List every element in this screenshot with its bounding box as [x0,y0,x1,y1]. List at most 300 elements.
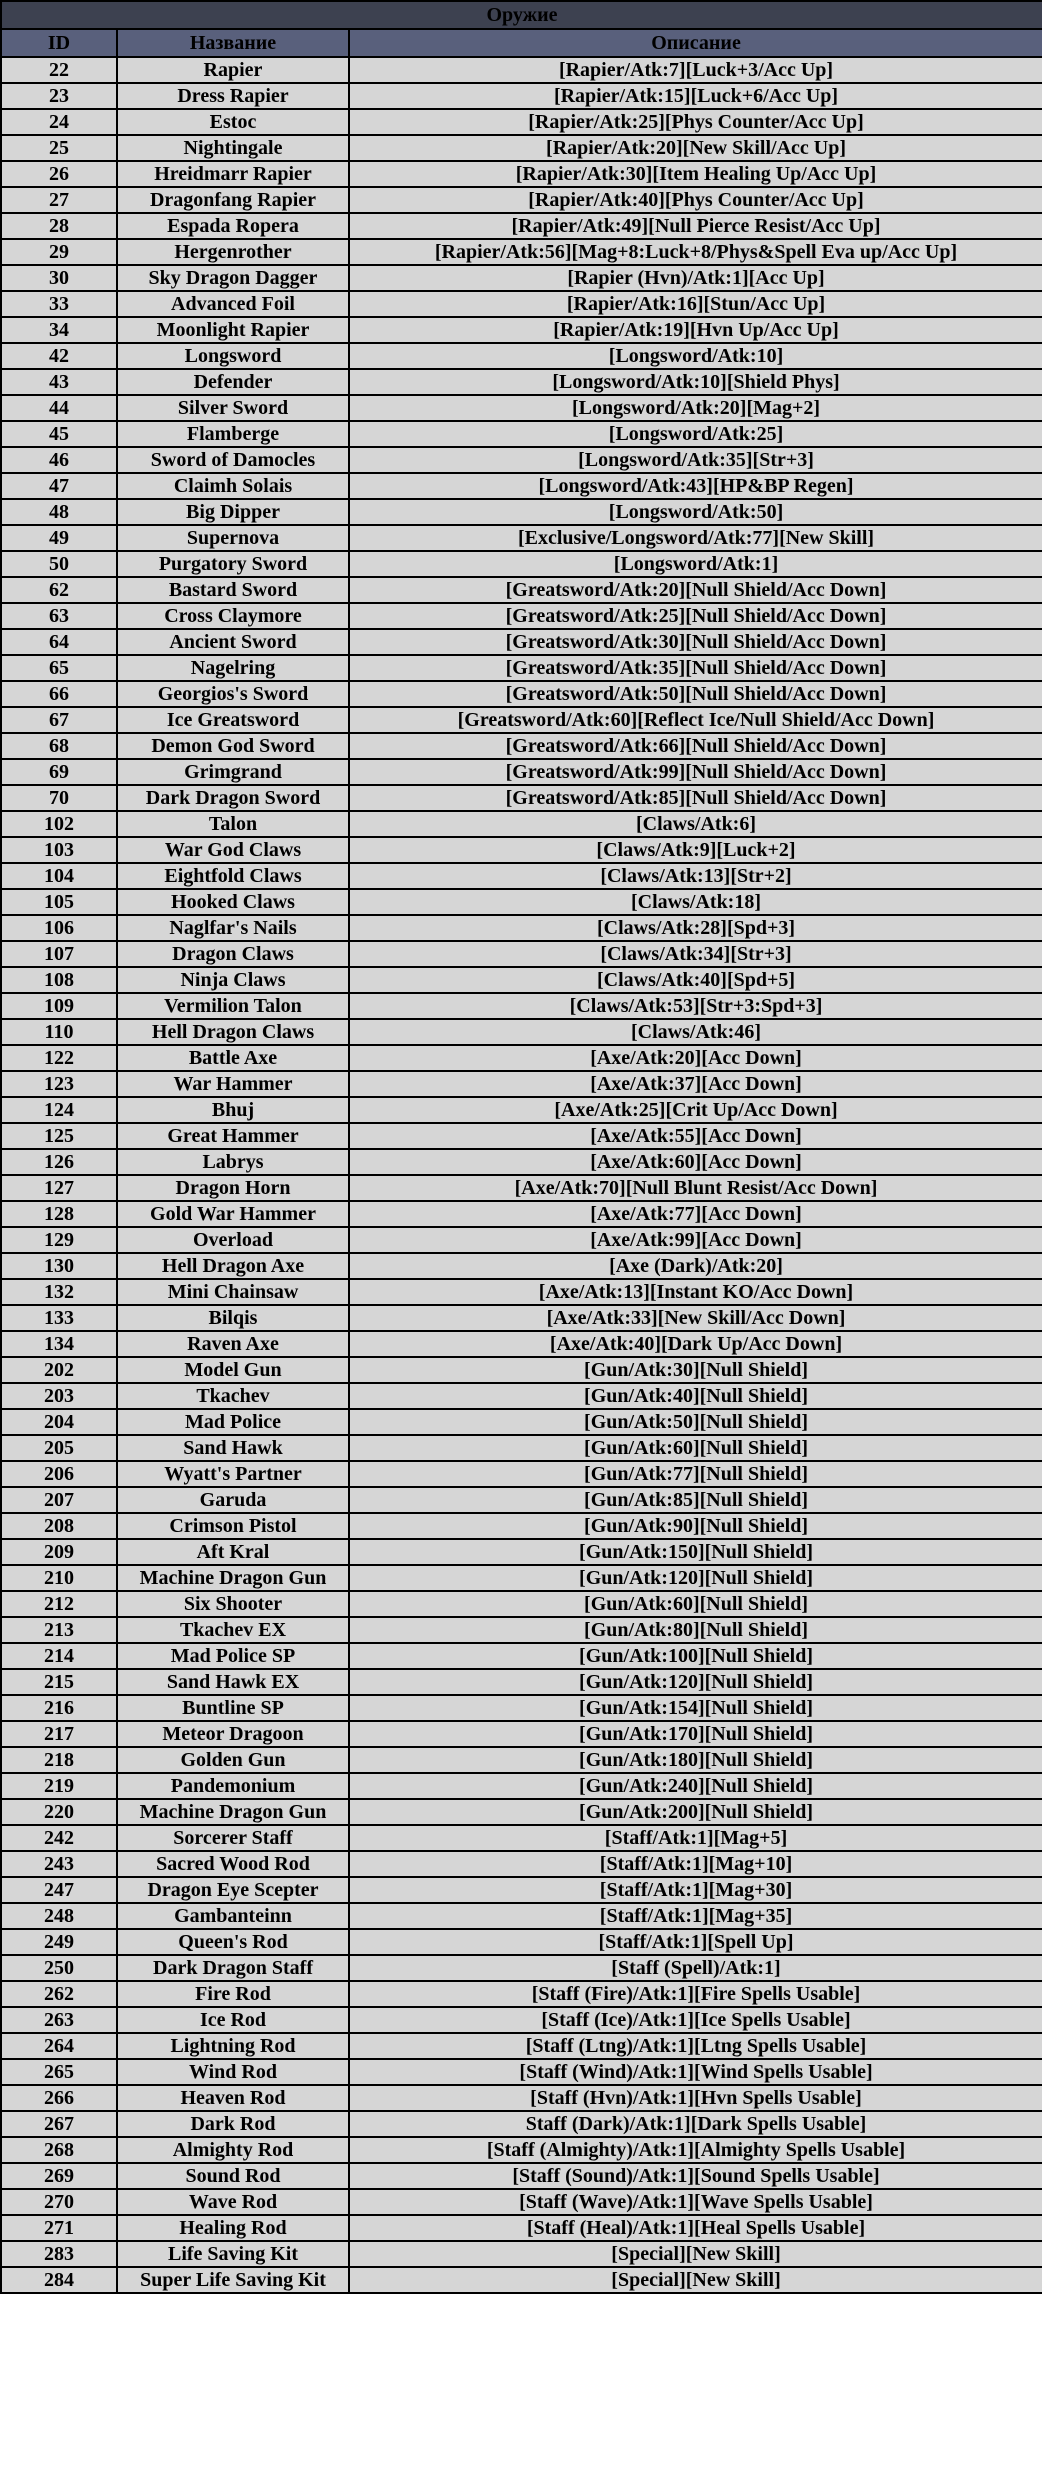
cell-id: 47 [1,473,117,499]
cell-description: [Claws/Atk:46] [349,1019,1042,1045]
cell-description: [Staff/Atk:1][Mag+30] [349,1877,1042,1903]
cell-id: 265 [1,2059,117,2085]
cell-name: Tkachev [117,1383,349,1409]
cell-id: 250 [1,1955,117,1981]
cell-name: Georgios's Sword [117,681,349,707]
cell-description: [Gun/Atk:80][Null Shield] [349,1617,1042,1643]
cell-description: [Greatsword/Atk:50][Null Shield/Acc Down] [349,681,1042,707]
cell-name: Golden Gun [117,1747,349,1773]
cell-name: Gambanteinn [117,1903,349,1929]
cell-description: [Gun/Atk:40][Null Shield] [349,1383,1042,1409]
cell-name: Meteor Dragoon [117,1721,349,1747]
table-row [1,2059,1042,2085]
cell-id: 220 [1,1799,117,1825]
cell-name: Bastard Sword [117,577,349,603]
cell-name: Sound Rod [117,2163,349,2189]
cell-description: [Rapier/Atk:7][Luck+3/Acc Up] [349,57,1042,83]
table-row [1,1357,1042,1383]
cell-id: 108 [1,967,117,993]
cell-description: [Rapier/Atk:40][Phys Counter/Acc Up] [349,187,1042,213]
table-row [1,1773,1042,1799]
table-row [1,2137,1042,2163]
table-row [1,707,1042,733]
table-row [1,1851,1042,1877]
table-row [1,837,1042,863]
table-row [1,1981,1042,2007]
cell-name: Sky Dragon Dagger [117,265,349,291]
cell-id: 206 [1,1461,117,1487]
cell-description: [Staff (Almighty)/Atk:1][Almighty Spells Usable] [349,2137,1042,2163]
table-row [1,1591,1042,1617]
cell-description: [Rapier/Atk:30][Item Healing Up/Acc Up] [349,161,1042,187]
cell-description: [Claws/Atk:6] [349,811,1042,837]
cell-id: 262 [1,1981,117,2007]
cell-id: 26 [1,161,117,187]
table-row [1,213,1042,239]
cell-id: 46 [1,447,117,473]
cell-name: Machine Dragon Gun [117,1799,349,1825]
cell-id: 216 [1,1695,117,1721]
cell-description: [Axe/Atk:25][Crit Up/Acc Down] [349,1097,1042,1123]
cell-name: Model Gun [117,1357,349,1383]
cell-id: 27 [1,187,117,213]
cell-id: 28 [1,213,117,239]
cell-description: [Greatsword/Atk:85][Null Shield/Acc Down] [349,785,1042,811]
table-row [1,993,1042,1019]
cell-name: Life Saving Kit [117,2241,349,2267]
cell-description: [Greatsword/Atk:99][Null Shield/Acc Down] [349,759,1042,785]
cell-description: [Staff (Ltng)/Atk:1][Ltng Spells Usable] [349,2033,1042,2059]
table-row [1,915,1042,941]
cell-name: Demon God Sword [117,733,349,759]
cell-description: [Claws/Atk:34][Str+3] [349,941,1042,967]
cell-id: 268 [1,2137,117,2163]
cell-id: 109 [1,993,117,1019]
cell-description: [Exclusive/Longsword/Atk:77][New Skill] [349,525,1042,551]
table-row [1,1331,1042,1357]
table-row [1,343,1042,369]
cell-name: Cross Claymore [117,603,349,629]
cell-description: [Gun/Atk:120][Null Shield] [349,1565,1042,1591]
cell-id: 264 [1,2033,117,2059]
cell-id: 248 [1,1903,117,1929]
cell-description: [Gun/Atk:120][Null Shield] [349,1669,1042,1695]
cell-id: 132 [1,1279,117,1305]
cell-name: Bhuj [117,1097,349,1123]
cell-name: Super Life Saving Kit [117,2267,349,2293]
cell-id: 24 [1,109,117,135]
cell-name: Mad Police SP [117,1643,349,1669]
table-row [1,525,1042,551]
cell-description: [Gun/Atk:150][Null Shield] [349,1539,1042,1565]
cell-name: Healing Rod [117,2215,349,2241]
table-row [1,941,1042,967]
table-row [1,1383,1042,1409]
cell-id: 103 [1,837,117,863]
cell-id: 249 [1,1929,117,1955]
cell-description: [Longsword/Atk:50] [349,499,1042,525]
cell-description: [Rapier/Atk:16][Stun/Acc Up] [349,291,1042,317]
cell-name: Pandemonium [117,1773,349,1799]
cell-id: 130 [1,1253,117,1279]
cell-name: Dark Dragon Sword [117,785,349,811]
cell-name: Raven Axe [117,1331,349,1357]
cell-name: Ancient Sword [117,629,349,655]
cell-id: 134 [1,1331,117,1357]
cell-description: [Greatsword/Atk:30][Null Shield/Acc Down] [349,629,1042,655]
cell-description: [Claws/Atk:18] [349,889,1042,915]
cell-description: [Staff (Wave)/Atk:1][Wave Spells Usable] [349,2189,1042,2215]
cell-id: 204 [1,1409,117,1435]
table-row [1,2085,1042,2111]
cell-description: [Special][New Skill] [349,2241,1042,2267]
cell-description: [Axe/Atk:70][Null Blunt Resist/Acc Down] [349,1175,1042,1201]
cell-name: Dragon Claws [117,941,349,967]
cell-description: [Rapier/Atk:15][Luck+6/Acc Up] [349,83,1042,109]
cell-description: [Rapier/Atk:20][New Skill/Acc Up] [349,135,1042,161]
table-row [1,1669,1042,1695]
table-row [1,2163,1042,2189]
cell-name: Sand Hawk [117,1435,349,1461]
table-row [1,1617,1042,1643]
cell-description: [Axe/Atk:60][Acc Down] [349,1149,1042,1175]
table-row [1,1487,1042,1513]
table-row [1,785,1042,811]
table-row [1,239,1042,265]
table-row [1,733,1042,759]
cell-name: Defender [117,369,349,395]
table-row [1,1929,1042,1955]
cell-description: [Gun/Atk:90][Null Shield] [349,1513,1042,1539]
cell-id: 243 [1,1851,117,1877]
cell-id: 43 [1,369,117,395]
cell-name: Sword of Damocles [117,447,349,473]
cell-description: [Gun/Atk:77][Null Shield] [349,1461,1042,1487]
cell-description: Staff (Dark)/Atk:1][Dark Spells Usable] [349,2111,1042,2137]
table-row [1,811,1042,837]
table-row [1,135,1042,161]
cell-name: Vermilion Talon [117,993,349,1019]
cell-name: Ice Greatsword [117,707,349,733]
cell-name: Grimgrand [117,759,349,785]
cell-description: [Longsword/Atk:43][HP&BP Regen] [349,473,1042,499]
cell-name: Garuda [117,1487,349,1513]
table-row [1,2189,1042,2215]
cell-description: [Gun/Atk:170][Null Shield] [349,1721,1042,1747]
table-row [1,681,1042,707]
table-row [1,1799,1042,1825]
cell-description: [Greatsword/Atk:60][Reflect Ice/Null Shield/Acc Down] [349,707,1042,733]
cell-description: [Longsword/Atk:1] [349,551,1042,577]
cell-id: 213 [1,1617,117,1643]
cell-name: Flamberge [117,421,349,447]
cell-description: [Staff (Spell)/Atk:1] [349,1955,1042,1981]
cell-description: [Axe/Atk:77][Acc Down] [349,1201,1042,1227]
cell-name: Dark Rod [117,2111,349,2137]
header-row [1,29,1042,57]
table-row [1,1825,1042,1851]
cell-name: Dragonfang Rapier [117,187,349,213]
cell-id: 23 [1,83,117,109]
table-row [1,499,1042,525]
cell-name: Tkachev EX [117,1617,349,1643]
cell-name: Sand Hawk EX [117,1669,349,1695]
cell-name: Estoc [117,109,349,135]
cell-description: [Staff (Wind)/Atk:1][Wind Spells Usable] [349,2059,1042,2085]
cell-name: Hooked Claws [117,889,349,915]
cell-id: 218 [1,1747,117,1773]
cell-name: Advanced Foil [117,291,349,317]
table-row [1,1955,1042,1981]
table-row [1,1279,1042,1305]
cell-description: [Greatsword/Atk:25][Null Shield/Acc Down] [349,603,1042,629]
table-row [1,1045,1042,1071]
table-row [1,889,1042,915]
table-row [1,265,1042,291]
table-row [1,2007,1042,2033]
cell-description: [Gun/Atk:50][Null Shield] [349,1409,1042,1435]
table-row [1,967,1042,993]
cell-id: 62 [1,577,117,603]
cell-id: 126 [1,1149,117,1175]
cell-name: Bilqis [117,1305,349,1331]
cell-description: [Axe/Atk:40][Dark Up/Acc Down] [349,1331,1042,1357]
cell-description: [Gun/Atk:154][Null Shield] [349,1695,1042,1721]
cell-name: Almighty Rod [117,2137,349,2163]
table-row [1,473,1042,499]
cell-id: 110 [1,1019,117,1045]
cell-id: 45 [1,421,117,447]
cell-id: 104 [1,863,117,889]
cell-id: 30 [1,265,117,291]
table-row [1,1019,1042,1045]
cell-description: [Gun/Atk:60][Null Shield] [349,1435,1042,1461]
table-row [1,629,1042,655]
table-row [1,863,1042,889]
cell-name: Aft Kral [117,1539,349,1565]
table-row [1,1305,1042,1331]
cell-description: [Axe/Atk:55][Acc Down] [349,1123,1042,1149]
cell-description: [Longsword/Atk:25] [349,421,1042,447]
cell-id: 34 [1,317,117,343]
cell-description: [Rapier/Atk:25][Phys Counter/Acc Up] [349,109,1042,135]
cell-id: 207 [1,1487,117,1513]
cell-name: Dark Dragon Staff [117,1955,349,1981]
table-row [1,1409,1042,1435]
cell-id: 270 [1,2189,117,2215]
cell-id: 25 [1,135,117,161]
cell-name: Espada Ropera [117,213,349,239]
cell-description: [Staff (Sound)/Atk:1][Sound Spells Usable] [349,2163,1042,2189]
table-row [1,1175,1042,1201]
table-row [1,1435,1042,1461]
cell-id: 209 [1,1539,117,1565]
cell-id: 68 [1,733,117,759]
table-row [1,1253,1042,1279]
table-row [1,551,1042,577]
cell-id: 122 [1,1045,117,1071]
cell-id: 267 [1,2111,117,2137]
cell-id: 284 [1,2267,117,2293]
cell-id: 219 [1,1773,117,1799]
cell-id: 42 [1,343,117,369]
cell-description: [Gun/Atk:100][Null Shield] [349,1643,1042,1669]
cell-description: [Gun/Atk:30][Null Shield] [349,1357,1042,1383]
cell-id: 247 [1,1877,117,1903]
cell-description: [Claws/Atk:53][Str+3:Spd+3] [349,993,1042,1019]
cell-name: Six Shooter [117,1591,349,1617]
cell-name: Rapier [117,57,349,83]
cell-id: 105 [1,889,117,915]
cell-id: 125 [1,1123,117,1149]
table-row [1,421,1042,447]
table-row [1,1695,1042,1721]
cell-description: [Rapier/Atk:49][Null Pierce Resist/Acc Up] [349,213,1042,239]
table-row [1,577,1042,603]
cell-name: Great Hammer [117,1123,349,1149]
cell-id: 271 [1,2215,117,2241]
table-row [1,447,1042,473]
table-row [1,1201,1042,1227]
cell-name: Heaven Rod [117,2085,349,2111]
cell-name: War Hammer [117,1071,349,1097]
cell-description: [Gun/Atk:240][Null Shield] [349,1773,1042,1799]
cell-id: 208 [1,1513,117,1539]
cell-name: Dragon Horn [117,1175,349,1201]
cell-id: 205 [1,1435,117,1461]
cell-description: [Gun/Atk:60][Null Shield] [349,1591,1042,1617]
column-header-description: Описание [349,29,1042,57]
cell-description: [Rapier/Atk:56][Mag+8:Luck+8/Phys&Spell Eva up/Acc Up] [349,239,1042,265]
cell-description: [Gun/Atk:85][Null Shield] [349,1487,1042,1513]
cell-id: 48 [1,499,117,525]
table-row [1,1513,1042,1539]
table-row [1,1903,1042,1929]
cell-id: 29 [1,239,117,265]
cell-name: Mad Police [117,1409,349,1435]
cell-name: Fire Rod [117,1981,349,2007]
table-row [1,2241,1042,2267]
cell-description: [Staff (Ice)/Atk:1][Ice Spells Usable] [349,2007,1042,2033]
cell-description: [Staff (Fire)/Atk:1][Fire Spells Usable] [349,1981,1042,2007]
table-row [1,1539,1042,1565]
cell-name: Overload [117,1227,349,1253]
table-row [1,2267,1042,2293]
cell-name: Sorcerer Staff [117,1825,349,1851]
table-row [1,187,1042,213]
cell-id: 106 [1,915,117,941]
cell-description: [Longsword/Atk:10] [349,343,1042,369]
table-body [1,57,1042,2293]
cell-name: Hell Dragon Claws [117,1019,349,1045]
cell-id: 283 [1,2241,117,2267]
column-header-name: Название [117,29,349,57]
table-row [1,317,1042,343]
cell-id: 69 [1,759,117,785]
table-row [1,1071,1042,1097]
cell-name: War God Claws [117,837,349,863]
cell-description: [Staff/Atk:1][Mag+35] [349,1903,1042,1929]
cell-description: [Longsword/Atk:20][Mag+2] [349,395,1042,421]
cell-description: [Staff/Atk:1][Mag+10] [349,1851,1042,1877]
table-row [1,1877,1042,1903]
cell-description: [Staff (Hvn)/Atk:1][Hvn Spells Usable] [349,2085,1042,2111]
cell-id: 123 [1,1071,117,1097]
cell-name: Ninja Claws [117,967,349,993]
cell-description: [Staff (Heal)/Atk:1][Heal Spells Usable] [349,2215,1042,2241]
table-row [1,1149,1042,1175]
cell-description: [Longsword/Atk:35][Str+3] [349,447,1042,473]
table-row [1,655,1042,681]
table-row [1,1643,1042,1669]
cell-name: Moonlight Rapier [117,317,349,343]
cell-description: [Staff/Atk:1][Spell Up] [349,1929,1042,1955]
cell-description: [Greatsword/Atk:20][Null Shield/Acc Down] [349,577,1042,603]
cell-name: Longsword [117,343,349,369]
cell-id: 203 [1,1383,117,1409]
cell-name: Dragon Eye Scepter [117,1877,349,1903]
cell-id: 44 [1,395,117,421]
cell-name: Nagelring [117,655,349,681]
cell-id: 102 [1,811,117,837]
cell-description: [Claws/Atk:40][Spd+5] [349,967,1042,993]
cell-id: 65 [1,655,117,681]
table-row [1,395,1042,421]
cell-description: [Axe/Atk:20][Acc Down] [349,1045,1042,1071]
cell-name: Supernova [117,525,349,551]
cell-name: Crimson Pistol [117,1513,349,1539]
cell-name: Queen's Rod [117,1929,349,1955]
cell-name: Purgatory Sword [117,551,349,577]
cell-name: Hell Dragon Axe [117,1253,349,1279]
cell-id: 269 [1,2163,117,2189]
table-row [1,1461,1042,1487]
cell-description: [Gun/Atk:180][Null Shield] [349,1747,1042,1773]
cell-id: 64 [1,629,117,655]
cell-id: 49 [1,525,117,551]
cell-name: Machine Dragon Gun [117,1565,349,1591]
table-row [1,2111,1042,2137]
cell-id: 33 [1,291,117,317]
cell-description: [Claws/Atk:9][Luck+2] [349,837,1042,863]
cell-name: Talon [117,811,349,837]
cell-name: Wyatt's Partner [117,1461,349,1487]
cell-id: 63 [1,603,117,629]
table-row [1,1721,1042,1747]
cell-description: [Rapier/Atk:19][Hvn Up/Acc Up] [349,317,1042,343]
cell-description: [Axe (Dark)/Atk:20] [349,1253,1042,1279]
cell-description: [Claws/Atk:28][Spd+3] [349,915,1042,941]
table-row [1,83,1042,109]
cell-name: Hreidmarr Rapier [117,161,349,187]
cell-id: 214 [1,1643,117,1669]
cell-name: Sacred Wood Rod [117,1851,349,1877]
cell-name: Naglfar's Nails [117,915,349,941]
table-row [1,369,1042,395]
cell-name: Claimh Solais [117,473,349,499]
cell-description: [Axe/Atk:37][Acc Down] [349,1071,1042,1097]
cell-name: Wind Rod [117,2059,349,2085]
cell-id: 50 [1,551,117,577]
table-row [1,759,1042,785]
cell-name: Labrys [117,1149,349,1175]
table-title: Оружие [1,1,1042,29]
cell-id: 67 [1,707,117,733]
cell-description: [Axe/Atk:13][Instant KO/Acc Down] [349,1279,1042,1305]
cell-description: [Claws/Atk:13][Str+2] [349,863,1042,889]
cell-id: 66 [1,681,117,707]
cell-name: Hergenrother [117,239,349,265]
